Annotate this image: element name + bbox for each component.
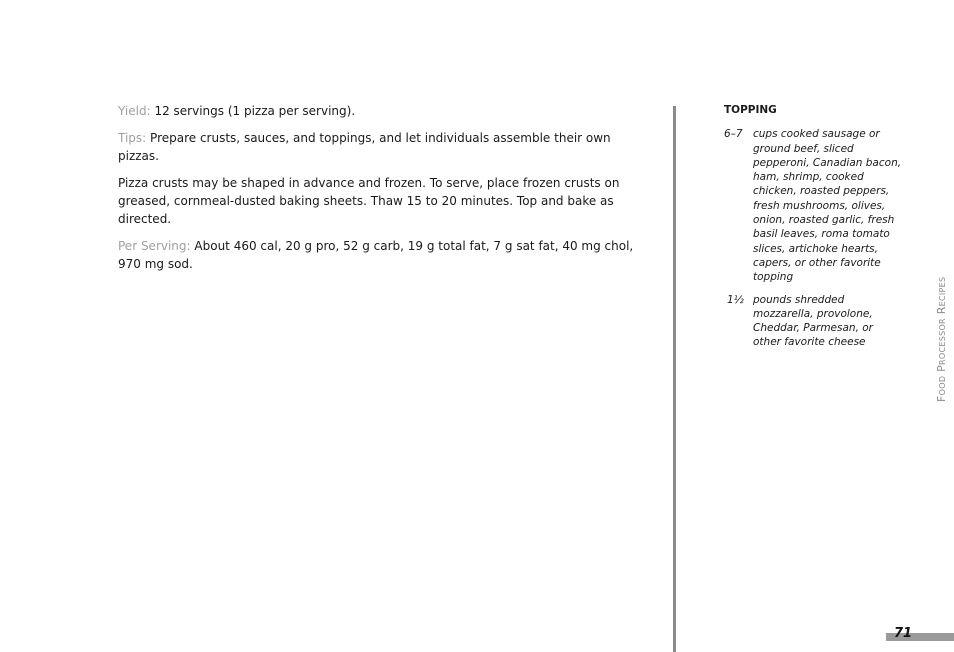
ingredient-qty: 1½ <box>727 293 744 306</box>
yield-line <box>118 102 638 120</box>
tips-label: Tips: <box>118 131 147 145</box>
page-number: 71 <box>894 626 913 641</box>
per-serving-label: Per Serving: <box>118 239 191 253</box>
topping-heading: TOPPING <box>724 104 777 116</box>
ingredient-desc: pounds shredded mozzarella, provolone, Cheddar, Parmesan, or other favorite cheese <box>753 293 873 349</box>
ingredient-qty: 6–7 <box>724 128 743 141</box>
per-serving-line <box>118 237 638 273</box>
ingredient-item <box>724 127 924 284</box>
tips-text: Prepare crusts, sauces, and toppings, and let individuals assemble their own pizzas. <box>118 131 611 163</box>
tips-line <box>118 129 638 165</box>
topping-sidebar <box>724 103 924 358</box>
per-serving-text: About 460 cal, 20 g pro, 52 g carb, 19 g total fat, 7 g sat fat, 40 mg chol, 970 mg sod. <box>118 239 634 271</box>
column-divider <box>673 106 676 652</box>
freeze-paragraph: Pizza crusts may be shaped in advance and frozen. To serve, place frozen crusts on greased, cornmeal-dusted baking sheets. Thaw 15 to 20 minutes. Top and bake as directed. <box>118 176 620 226</box>
yield-text: 12 servings (1 pizza per serving). <box>154 104 356 118</box>
section-title: Food Processor Recipes <box>935 276 948 402</box>
ingredient-desc: cups cooked sausage or ground beef, sliced pepperoni, Canadian bacon, ham, shrimp, cooked chicken, roasted peppers, fresh mushrooms, olives, onion, roasted garlic, fresh basil leaves, roma tomato slices, artichoke hearts, capers, or other favorite topping <box>753 128 902 284</box>
recipe-notes <box>118 102 638 282</box>
yield-label: Yield: <box>118 104 151 118</box>
ingredient-item <box>724 293 924 350</box>
